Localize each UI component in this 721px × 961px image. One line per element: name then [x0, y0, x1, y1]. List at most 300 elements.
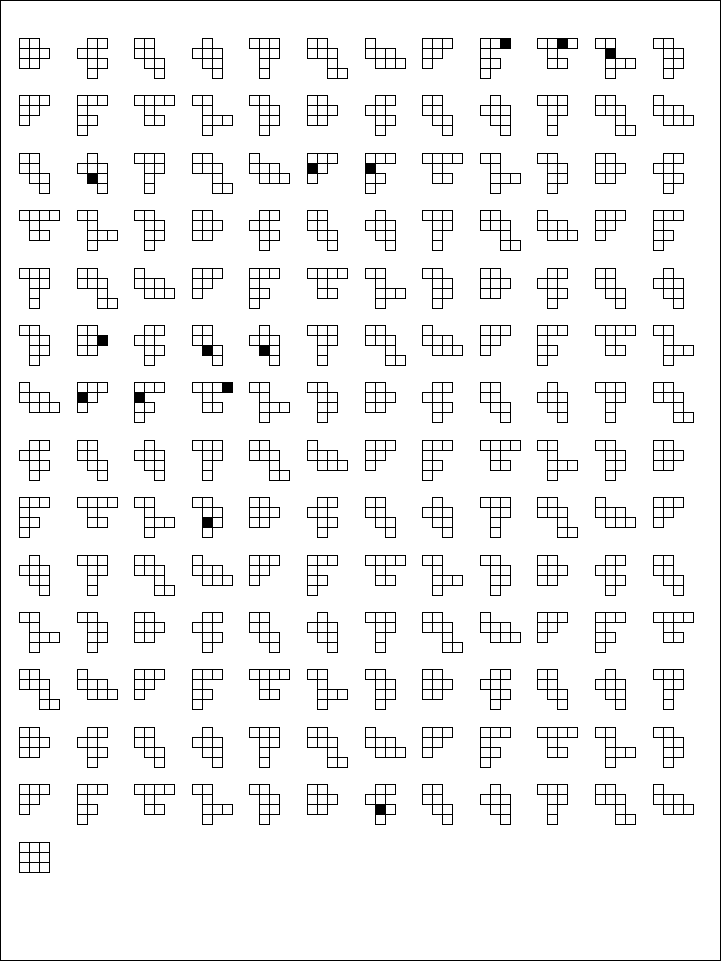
shape-cell: [674, 393, 684, 403]
shape-cell: [250, 566, 260, 576]
shape-cell: [155, 758, 165, 768]
shape-cell: [213, 164, 223, 174]
shape-cell: [30, 613, 40, 623]
shape-cell: [20, 498, 30, 508]
shape-cell: [538, 670, 548, 680]
shape-cell: [433, 413, 443, 423]
shape-cell: [250, 39, 260, 49]
shape-cell: [443, 441, 453, 451]
shape-cell: [558, 518, 568, 528]
shape-cell: [491, 403, 501, 413]
shape-cell: [386, 289, 396, 299]
filled-cell: [78, 393, 88, 403]
shape-cell: [308, 451, 318, 461]
shape-cell: [606, 680, 616, 690]
shape-cell: [328, 231, 338, 241]
shape-cell: [30, 863, 40, 873]
shape-cell: [30, 279, 40, 289]
shape-cell: [558, 461, 568, 471]
shape-cell: [491, 211, 501, 221]
shape-cell: [386, 59, 396, 69]
shape-cell: [145, 738, 155, 748]
shape-cell: [481, 498, 491, 508]
shape-cell: [481, 680, 491, 690]
shape-cell: [366, 326, 376, 336]
shape-cell: [135, 623, 145, 633]
shape-cell: [491, 59, 501, 69]
shape-cell: [328, 336, 338, 346]
shape-cell: [443, 576, 453, 586]
shape-cell: [260, 815, 270, 825]
shape-cell: [260, 680, 270, 690]
shape-cell: [318, 700, 328, 710]
shape-cell: [98, 556, 108, 566]
shape-cell: [270, 346, 280, 356]
shape-cell: [318, 96, 328, 106]
shape-cell: [376, 231, 386, 241]
shape-cell: [98, 96, 108, 106]
shape-cell: [260, 451, 270, 461]
shape-cell: [213, 69, 223, 79]
shape-cell: [376, 613, 386, 623]
shape-cell: [88, 785, 98, 795]
shape-cell: [443, 528, 453, 538]
shape-cell: [155, 785, 165, 795]
shape-cell: [443, 623, 453, 633]
shape-cell: [568, 728, 578, 738]
shape-cell: [328, 498, 338, 508]
shape-cell: [30, 843, 40, 853]
shape-cell: [376, 49, 386, 59]
shape-cell: [548, 471, 558, 481]
shape-cell: [423, 393, 433, 403]
shape-cell: [684, 116, 694, 126]
shape-cell: [78, 49, 88, 59]
shape-cell: [376, 785, 386, 795]
shape-cell: [250, 518, 260, 528]
shape-cell: [606, 39, 616, 49]
shape-cell: [664, 393, 674, 403]
shape-cell: [270, 633, 280, 643]
shape-cell: [616, 451, 626, 461]
shape-cell: [376, 633, 386, 643]
shape-cell: [376, 795, 386, 805]
shape-cell: [558, 403, 568, 413]
shape-cell: [270, 356, 280, 366]
shape-cell: [376, 269, 386, 279]
shape-cell: [260, 623, 270, 633]
shape-cell: [78, 670, 88, 680]
shape-cell: [135, 613, 145, 623]
shape-cell: [366, 106, 376, 116]
shape-cell: [203, 441, 213, 451]
shape-cell: [548, 289, 558, 299]
shape-cell: [145, 231, 155, 241]
shape-cell: [558, 231, 568, 241]
shape-cell: [308, 623, 318, 633]
shape-cell: [491, 576, 501, 586]
shape-cell: [155, 289, 165, 299]
shape-cell: [674, 413, 684, 423]
shape-cell: [98, 623, 108, 633]
shape-cell: [443, 633, 453, 643]
shape-cell: [98, 680, 108, 690]
shape-cell: [318, 346, 328, 356]
shape-cell: [501, 231, 511, 241]
shape-cell: [78, 106, 88, 116]
shape-cell: [664, 69, 674, 79]
shape-cell: [481, 758, 491, 768]
shape-cell: [538, 39, 548, 49]
shape-cell: [684, 805, 694, 815]
shape-cell: [203, 96, 213, 106]
shape-cell: [558, 289, 568, 299]
shape-cell: [40, 184, 50, 194]
shape-cell: [88, 728, 98, 738]
shape-cell: [135, 680, 145, 690]
shape-cell: [20, 39, 30, 49]
shape-cell: [203, 461, 213, 471]
shape-cell: [145, 403, 155, 413]
shape-cell: [88, 59, 98, 69]
shape-cell: [423, 461, 433, 471]
shape-cell: [481, 393, 491, 403]
shape-cell: [616, 613, 626, 623]
shape-cell: [270, 690, 280, 700]
shape-cell: [270, 556, 280, 566]
shape-cell: [78, 805, 88, 815]
shape-cell: [50, 700, 60, 710]
shape-cell: [88, 576, 98, 586]
shape-cell: [538, 346, 548, 356]
shape-cell: [40, 680, 50, 690]
shape-cell: [558, 96, 568, 106]
shape-cell: [213, 738, 223, 748]
shape-cell: [308, 383, 318, 393]
shape-cell: [433, 106, 443, 116]
shape-cell: [318, 326, 328, 336]
shape-cell: [88, 164, 98, 174]
shape-cell: [548, 174, 558, 184]
shape-cell: [135, 269, 145, 279]
shape-cell: [98, 461, 108, 471]
shape-cell: [88, 279, 98, 289]
shape-cell: [606, 413, 616, 423]
shape-cell: [213, 633, 223, 643]
shape-cell: [626, 748, 636, 758]
shape-cell: [538, 508, 548, 518]
shape-cell: [376, 518, 386, 528]
shape-cell: [30, 728, 40, 738]
shape-cell: [433, 461, 443, 471]
shape-cell: [135, 556, 145, 566]
shape-cell: [203, 528, 213, 538]
shape-cell: [376, 116, 386, 126]
shape-cell: [145, 59, 155, 69]
shape-cell: [135, 690, 145, 700]
shape-cell: [270, 231, 280, 241]
shape-cell: [674, 738, 684, 748]
shape-cell: [155, 116, 165, 126]
shape-cell: [88, 393, 98, 403]
shape-cell: [481, 613, 491, 623]
shape-cell: [260, 805, 270, 815]
shape-cell: [674, 116, 684, 126]
shape-cell: [491, 805, 501, 815]
shape-cell: [270, 39, 280, 49]
shape-cell: [328, 795, 338, 805]
shape-cell: [308, 49, 318, 59]
shape-cell: [250, 508, 260, 518]
shape-cell: [674, 633, 684, 643]
shape-cell: [654, 221, 664, 231]
shape-cell: [98, 748, 108, 758]
shape-cell: [213, 184, 223, 194]
shape-cell: [674, 795, 684, 805]
shape-cell: [684, 613, 694, 623]
shape-cell: [501, 441, 511, 451]
shape-cell: [30, 556, 40, 566]
shape-cell: [203, 738, 213, 748]
shape-cell: [78, 441, 88, 451]
shape-cell: [260, 393, 270, 403]
shape-cell: [260, 566, 270, 576]
shape-cell: [548, 184, 558, 194]
filled-cell: [376, 805, 386, 815]
shape-cell: [491, 586, 501, 596]
shape-cell: [78, 785, 88, 795]
shape-cell: [423, 154, 433, 164]
shape-cell: [548, 785, 558, 795]
shape-cell: [108, 299, 118, 309]
shape-cell: [443, 39, 453, 49]
shape-cell: [155, 59, 165, 69]
shape-cell: [386, 241, 396, 251]
shape-cell: [318, 670, 328, 680]
shape-cell: [88, 566, 98, 576]
shape-cell: [654, 556, 664, 566]
shape-cell: [548, 383, 558, 393]
shape-cell: [596, 231, 606, 241]
shape-cell: [193, 49, 203, 59]
shape-cell: [596, 680, 606, 690]
shape-cell: [260, 556, 270, 566]
shape-cell: [443, 211, 453, 221]
shape-cell: [491, 633, 501, 643]
shape-cell: [548, 623, 558, 633]
shape-cell: [280, 670, 290, 680]
shape-cell: [213, 383, 223, 393]
shape-cell: [260, 690, 270, 700]
shape-cell: [20, 269, 30, 279]
shape-cell: [423, 785, 433, 795]
shape-cell: [433, 393, 443, 403]
shape-cell: [88, 633, 98, 643]
shape-cell: [664, 508, 674, 518]
shape-cell: [558, 106, 568, 116]
shape-cell: [366, 39, 376, 49]
shape-cell: [40, 49, 50, 59]
shape-cell: [20, 96, 30, 106]
shape-cell: [548, 49, 558, 59]
shape-cell: [145, 566, 155, 576]
shape-cell: [491, 106, 501, 116]
shape-cell: [193, 383, 203, 393]
shape-cell: [548, 805, 558, 815]
shape-cell: [664, 269, 674, 279]
shape-cell: [260, 59, 270, 69]
shape-cell: [376, 815, 386, 825]
shape-cell: [20, 508, 30, 518]
shape-cell: [338, 269, 348, 279]
shape-cell: [491, 39, 501, 49]
filled-cell: [501, 39, 511, 49]
shape-cell: [386, 556, 396, 566]
shape-cell: [260, 231, 270, 241]
shape-cell: [88, 690, 98, 700]
shape-cell: [433, 289, 443, 299]
shape-cell: [260, 785, 270, 795]
shape-cell: [423, 556, 433, 566]
shape-cell: [40, 174, 50, 184]
shape-cell: [443, 126, 453, 136]
shape-cell: [376, 299, 386, 309]
shape-cell: [135, 39, 145, 49]
shape-cell: [366, 393, 376, 403]
shape-cell: [40, 461, 50, 471]
shape-cell: [328, 403, 338, 413]
shape-cell: [213, 758, 223, 768]
shape-cell: [280, 403, 290, 413]
shape-cell: [443, 221, 453, 231]
shape-cell: [40, 586, 50, 596]
shape-cell: [78, 556, 88, 566]
shape-cell: [481, 289, 491, 299]
shape-cell: [376, 336, 386, 346]
shape-cell: [481, 279, 491, 289]
shape-cell: [538, 221, 548, 231]
shape-cell: [108, 498, 118, 508]
shape-cell: [548, 59, 558, 69]
shape-cell: [423, 326, 433, 336]
shape-cell: [108, 231, 118, 241]
shape-cell: [155, 670, 165, 680]
shape-cell: [318, 383, 328, 393]
shape-cell: [20, 383, 30, 393]
shape-cell: [98, 518, 108, 528]
shape-cell: [684, 346, 694, 356]
shape-cell: [606, 289, 616, 299]
shape-cell: [88, 748, 98, 758]
shape-cell: [616, 461, 626, 471]
shape-cell: [558, 700, 568, 710]
shape-cell: [270, 451, 280, 461]
shape-cell: [203, 279, 213, 289]
shape-cell: [328, 289, 338, 299]
shape-cell: [135, 785, 145, 795]
shape-cell: [548, 441, 558, 451]
shape-cell: [491, 556, 501, 566]
shape-cell: [366, 451, 376, 461]
shape-cell: [40, 441, 50, 451]
shape-cell: [88, 346, 98, 356]
shape-cell: [491, 748, 501, 758]
shape-cell: [20, 680, 30, 690]
shape-cell: [433, 241, 443, 251]
shape-cell: [626, 518, 636, 528]
shape-cell: [40, 393, 50, 403]
shape-cell: [443, 346, 453, 356]
shape-cell: [376, 383, 386, 393]
shape-cell: [145, 289, 155, 299]
shape-cell: [453, 346, 463, 356]
shape-cell: [606, 211, 616, 221]
shape-cell: [260, 106, 270, 116]
shape-cell: [203, 403, 213, 413]
shape-cell: [423, 508, 433, 518]
shape-cell: [433, 164, 443, 174]
shape-cell: [443, 805, 453, 815]
shape-cell: [664, 441, 674, 451]
shape-cell: [376, 441, 386, 451]
shape-cell: [20, 528, 30, 538]
shape-cell: [213, 613, 223, 623]
shape-cell: [654, 670, 664, 680]
shape-cell: [491, 279, 501, 289]
shape-cell: [423, 211, 433, 221]
shape-cell: [423, 39, 433, 49]
shape-cell: [328, 633, 338, 643]
shape-cell: [250, 221, 260, 231]
shape-cell: [250, 269, 260, 279]
shape-cell: [654, 498, 664, 508]
shape-cell: [135, 279, 145, 289]
shape-cell: [376, 154, 386, 164]
shape-cell: [386, 231, 396, 241]
shape-cell: [616, 299, 626, 309]
shape-cell: [664, 728, 674, 738]
shape-cell: [88, 556, 98, 566]
shape-cell: [30, 680, 40, 690]
shape-cell: [318, 690, 328, 700]
shape-cell: [376, 700, 386, 710]
shape-cell: [308, 785, 318, 795]
shape-cell: [308, 566, 318, 576]
shape-cell: [270, 795, 280, 805]
shape-cell: [203, 623, 213, 633]
shape-cell: [366, 728, 376, 738]
shape-cell: [318, 116, 328, 126]
shape-cell: [606, 508, 616, 518]
shape-cell: [250, 164, 260, 174]
shape-cell: [78, 795, 88, 805]
shape-cell: [165, 289, 175, 299]
shape-cell: [433, 518, 443, 528]
shape-cell: [193, 785, 203, 795]
shape-cell: [88, 805, 98, 815]
shape-cell: [250, 289, 260, 299]
shape-cell: [88, 39, 98, 49]
shape-cell: [270, 461, 280, 471]
shape-cell: [548, 221, 558, 231]
shape-cell: [596, 623, 606, 633]
shape-cell: [135, 498, 145, 508]
shape-cell: [376, 643, 386, 653]
shape-cell: [203, 269, 213, 279]
shape-cell: [674, 49, 684, 59]
shape-cell: [606, 164, 616, 174]
shape-cell: [606, 383, 616, 393]
